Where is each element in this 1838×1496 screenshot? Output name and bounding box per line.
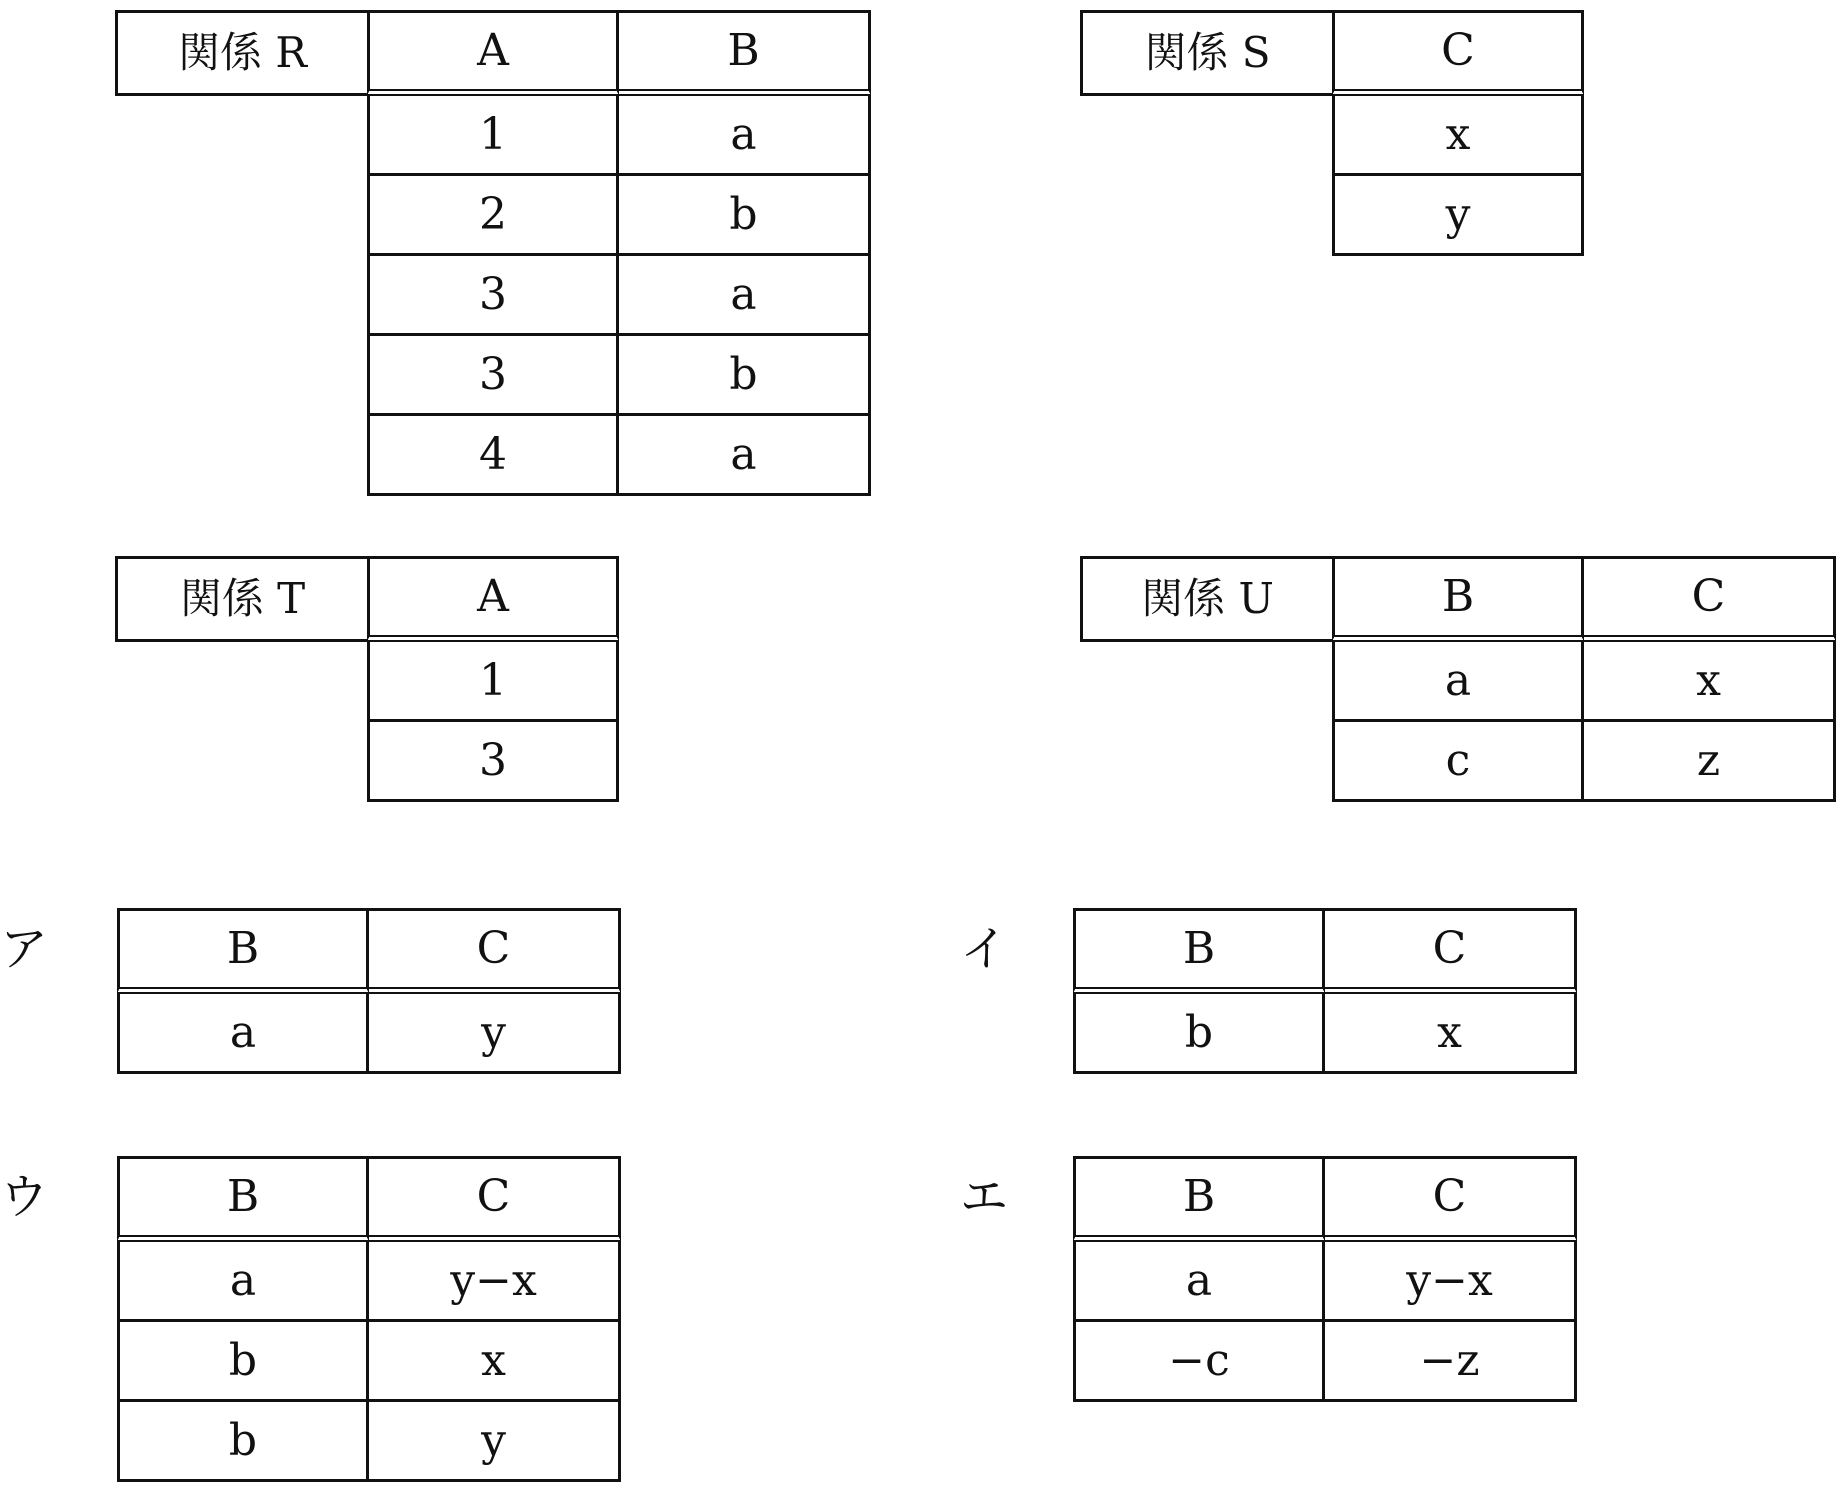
relation-r-cell: a xyxy=(619,256,871,336)
option-u-cell: y xyxy=(369,1402,621,1482)
option-a-column-b: B xyxy=(117,908,369,994)
relation-r-cell: a xyxy=(619,96,871,176)
option-i-body xyxy=(1073,994,1577,1074)
option-i-cell: b xyxy=(1073,994,1325,1074)
option-a-cell: a xyxy=(117,994,369,1074)
relation-t-cell: 3 xyxy=(367,722,619,802)
table-row xyxy=(117,994,621,1074)
relation-r-cell: 2 xyxy=(367,176,619,256)
table-row xyxy=(367,176,871,256)
relation-t-cell: 1 xyxy=(367,642,619,722)
relation-r-cell: 3 xyxy=(367,336,619,416)
table-row xyxy=(1332,722,1836,802)
relation-u-column-b: B xyxy=(1332,556,1584,642)
relation-t-header xyxy=(115,556,619,642)
relation-r-cell: a xyxy=(619,416,871,496)
relation-t-body xyxy=(367,642,619,802)
option-e-column-c: C xyxy=(1325,1156,1577,1242)
relation-r-column-a: A xyxy=(367,10,619,96)
option-a-cell: y xyxy=(369,994,621,1074)
option-u-body xyxy=(117,1242,621,1482)
option-i-column-c: C xyxy=(1325,908,1577,994)
relation-r-cell: 1 xyxy=(367,96,619,176)
relation-r-header xyxy=(115,10,871,96)
option-e-table xyxy=(1073,1156,1577,1402)
option-a-label: ア xyxy=(0,921,49,977)
option-u-cell: x xyxy=(369,1322,621,1402)
relation-s-table xyxy=(1080,10,1584,256)
relation-r-cell: 3 xyxy=(367,256,619,336)
relation-t-table xyxy=(115,556,619,802)
option-u-header xyxy=(117,1156,621,1242)
option-u-cell: b xyxy=(117,1402,369,1482)
relation-r-body xyxy=(367,96,871,496)
relation-u-column-c: C xyxy=(1584,556,1836,642)
relation-t-column-a: A xyxy=(367,556,619,642)
table-row xyxy=(367,336,871,416)
option-i-header xyxy=(1073,908,1577,994)
relation-r-name: 関係 R xyxy=(115,10,367,96)
relation-u-header xyxy=(1080,556,1836,642)
relation-s-cell: x xyxy=(1332,96,1584,176)
option-u-cell: y−x xyxy=(369,1242,621,1322)
table-row xyxy=(1073,1242,1577,1322)
option-e-cell: y−x xyxy=(1325,1242,1577,1322)
table-row xyxy=(1332,96,1584,176)
relation-r-cell: 4 xyxy=(367,416,619,496)
table-row xyxy=(1332,642,1836,722)
option-e-label: エ xyxy=(960,1169,1009,1225)
relation-u-cell: a xyxy=(1332,642,1584,722)
relation-s-header xyxy=(1080,10,1584,96)
option-i-label: イ xyxy=(960,921,1009,977)
option-u-label: ウ xyxy=(0,1169,49,1225)
option-e-body xyxy=(1073,1242,1577,1402)
table-row xyxy=(367,642,619,722)
table-row xyxy=(367,96,871,176)
option-u-column-b: B xyxy=(117,1156,369,1242)
option-e-column-b: B xyxy=(1073,1156,1325,1242)
option-e-header xyxy=(1073,1156,1577,1242)
relation-u-body xyxy=(1332,642,1836,802)
relation-u-cell: x xyxy=(1584,642,1836,722)
option-u-table xyxy=(117,1156,621,1482)
table-row xyxy=(1332,176,1584,256)
option-a-body xyxy=(117,994,621,1074)
table-row xyxy=(367,416,871,496)
relation-s-cell: y xyxy=(1332,176,1584,256)
relation-u-cell: z xyxy=(1584,722,1836,802)
relation-r-column-b: B xyxy=(619,10,871,96)
option-e-cell: −c xyxy=(1073,1322,1325,1402)
relation-s-column-c: C xyxy=(1332,10,1584,96)
option-u-cell: b xyxy=(117,1322,369,1402)
option-i-column-b: B xyxy=(1073,908,1325,994)
option-a-header xyxy=(117,908,621,994)
option-a-column-c: C xyxy=(369,908,621,994)
option-e-cell: a xyxy=(1073,1242,1325,1322)
option-i-table xyxy=(1073,908,1577,1074)
relation-s-body xyxy=(1332,96,1584,256)
option-u-cell: a xyxy=(117,1242,369,1322)
relation-u-table xyxy=(1080,556,1836,802)
option-e-cell: −z xyxy=(1325,1322,1577,1402)
table-row xyxy=(367,722,619,802)
table-row xyxy=(117,1242,621,1322)
relation-u-name: 関係 U xyxy=(1080,556,1332,642)
relation-r-table xyxy=(115,10,871,496)
option-u-column-c: C xyxy=(369,1156,621,1242)
table-row xyxy=(367,256,871,336)
table-row xyxy=(1073,994,1577,1074)
table-row xyxy=(1073,1322,1577,1402)
table-row xyxy=(117,1402,621,1482)
relation-s-name: 関係 S xyxy=(1080,10,1332,96)
option-a-table xyxy=(117,908,621,1074)
relation-r-cell: b xyxy=(619,336,871,416)
option-i-cell: x xyxy=(1325,994,1577,1074)
table-row xyxy=(117,1322,621,1402)
relation-t-name: 関係 T xyxy=(115,556,367,642)
relation-r-cell: b xyxy=(619,176,871,256)
relation-u-cell: c xyxy=(1332,722,1584,802)
